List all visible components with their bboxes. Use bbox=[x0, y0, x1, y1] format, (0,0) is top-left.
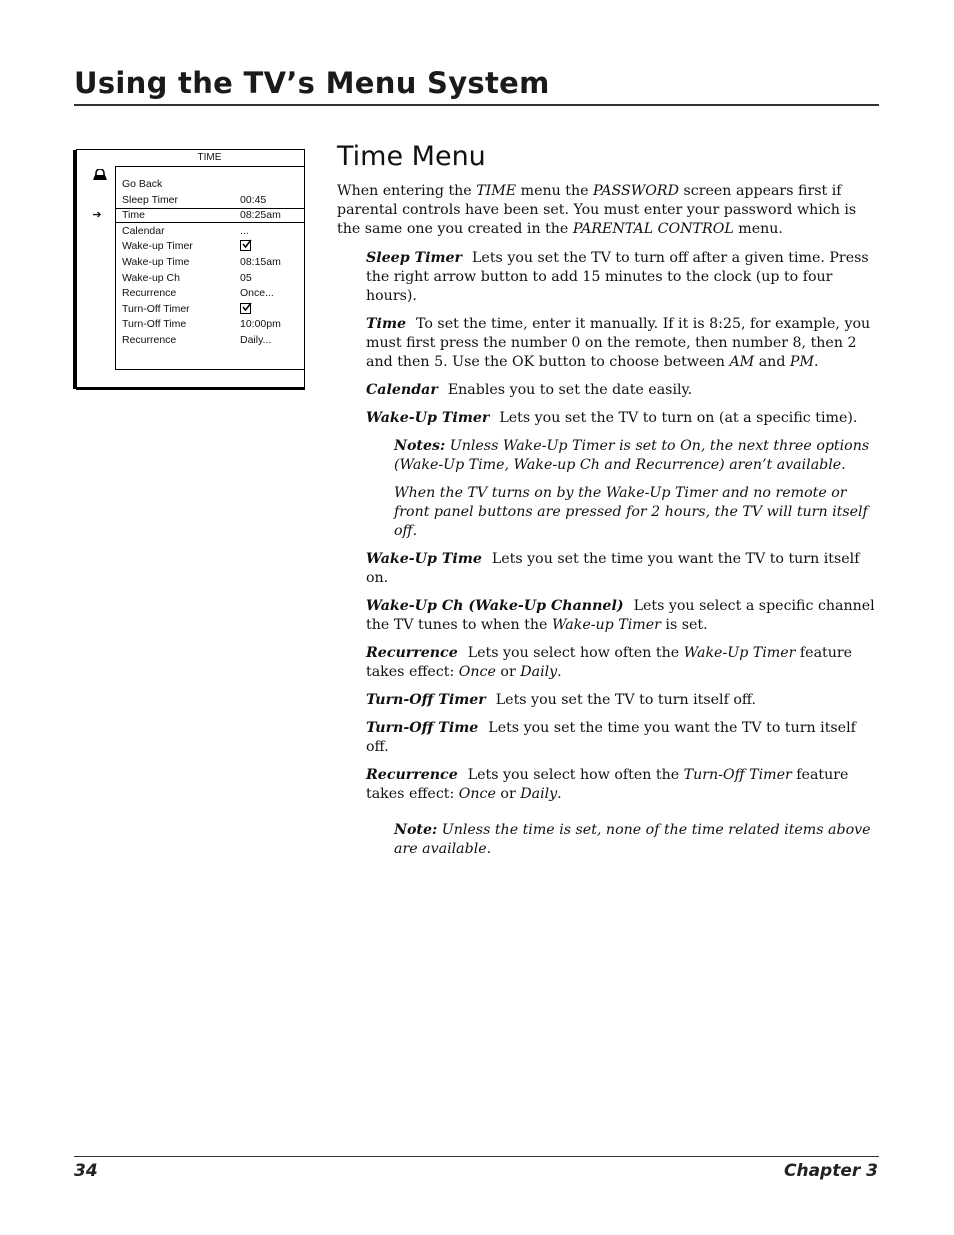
time-set-note: Note: Unless the time is set, none of the time related items above are available. bbox=[394, 822, 871, 857]
menu-item-label: Wake-up Ch bbox=[122, 272, 180, 284]
menu-item-label: Time bbox=[122, 209, 145, 221]
menu-item-label: Wake-up Timer bbox=[122, 240, 193, 252]
intro-paragraph: When entering the TIME menu the PASSWORD screen appears first if parental controls have been set. You must enter your password which is the same one you created in the PARENTAL CONTROL menu. bbox=[337, 183, 857, 237]
menu-item-label: Turn-Off Timer bbox=[122, 303, 190, 315]
menu-item-label: Go Back bbox=[122, 178, 163, 190]
menu-item-label: Wake-up Time bbox=[122, 256, 190, 268]
menu-item-list bbox=[92, 166, 304, 370]
lock-icon bbox=[92, 169, 108, 184]
menu-item-label: Recurrence bbox=[122, 334, 177, 346]
menu-item-recurrence-turnoff[interactable] bbox=[116, 333, 304, 348]
menu-item-descriptions bbox=[366, 249, 882, 868]
turnoff-time-description: Turn-Off Time Lets you set the time you want the TV to turn itself off. bbox=[366, 720, 856, 755]
menu-item-recurrence-wakeup[interactable] bbox=[116, 286, 304, 301]
wakeup-ch-description: Wake-Up Ch (Wake-Up Channel) Lets you select a specific channel the TV tunes to when the Wake-up Timer is set. bbox=[366, 598, 875, 633]
menu-item-label: Sleep Timer bbox=[122, 194, 179, 206]
menu-item-go-back[interactable] bbox=[116, 177, 304, 192]
wakeup-auto-off-note: When the TV turns on by the Wake-Up Timer and no remote or front panel buttons are pressed for 2 hours, the TV will turn itself off. bbox=[394, 485, 868, 539]
menu-item-value bbox=[240, 239, 251, 255]
footer-divider bbox=[74, 1156, 879, 1157]
sleep-timer-description: Sleep Timer Lets you set the TV to turn off after a given time. Press the right arrow button to add 15 minutes to the clock (up to four hours). bbox=[366, 250, 869, 304]
menu-item-sleep-timer[interactable] bbox=[116, 193, 304, 208]
header-divider bbox=[74, 104, 879, 106]
menu-item-value: Daily... bbox=[240, 334, 272, 346]
menu-item-calendar[interactable] bbox=[116, 224, 304, 239]
recurrence-wakeup-description: Recurrence Lets you select how often the Wake-Up Timer feature takes effect: Once or Daily. bbox=[366, 645, 853, 680]
menu-item-value bbox=[240, 302, 251, 318]
wakeup-notes: Notes: Unless Wake-Up Timer is set to On, the next three options (Wake-Up Time, Wake-up Ch and Recurrence) aren’t available. bbox=[394, 438, 870, 473]
menu-item-value: ... bbox=[240, 225, 249, 237]
menu-item-time[interactable] bbox=[92, 208, 304, 223]
menu-item-value: 08:15am bbox=[240, 256, 281, 268]
section-heading: Time Menu bbox=[337, 141, 486, 172]
chapter-label: Chapter 3 bbox=[783, 1161, 878, 1181]
recurrence-turnoff-description: Recurrence Lets you select how often the Turn-Off Timer feature takes effect: Once or Daily. bbox=[366, 767, 849, 802]
calendar-description: Calendar Enables you to set the date easily. bbox=[366, 382, 693, 398]
page-number: 34 bbox=[74, 1161, 98, 1181]
selection-arrow-icon: ➔ bbox=[92, 209, 102, 221]
wakeup-timer-description: Wake-Up Timer Lets you set the TV to turn on (at a specific time). bbox=[366, 410, 858, 426]
menu-item-wakeup-ch[interactable] bbox=[116, 271, 304, 286]
menu-item-label: Calendar bbox=[122, 225, 165, 237]
menu-item-wakeup-time[interactable] bbox=[116, 255, 304, 270]
page-header-title: Using the TV’s Menu System bbox=[74, 66, 550, 100]
menu-item-value: Once... bbox=[240, 287, 274, 299]
menu-item-label: Recurrence bbox=[122, 287, 177, 299]
wakeup-time-description: Wake-Up Time Lets you set the time you want the TV to turn itself on. bbox=[366, 551, 860, 586]
menu-item-value: 00:45 bbox=[240, 194, 267, 206]
menu-item-value: 08:25am bbox=[240, 209, 281, 221]
menu-item-wakeup-timer[interactable] bbox=[116, 239, 304, 254]
menu-item-turnoff-timer[interactable] bbox=[116, 302, 304, 317]
time-menu-screen bbox=[76, 149, 305, 388]
menu-title: TIME bbox=[115, 150, 304, 167]
menu-item-turnoff-time[interactable] bbox=[116, 317, 304, 332]
menu-side-panel bbox=[77, 150, 115, 369]
checkbox-checked-icon[interactable] bbox=[240, 240, 251, 251]
menu-item-value: 05 bbox=[240, 272, 252, 284]
time-description: Time To set the time, enter it manually. If it is 8:25, for example, you must first press the number 0 on the remote, then number 8, then 2 and then 5. Use the OK button to choose between AM and PM. bbox=[366, 316, 871, 370]
menu-item-value: 10:00pm bbox=[240, 318, 281, 330]
checkbox-checked-icon[interactable] bbox=[240, 303, 251, 314]
menu-item-label: Turn-Off Time bbox=[122, 318, 187, 330]
turnoff-timer-description: Turn-Off Timer Lets you set the TV to turn itself off. bbox=[366, 692, 756, 708]
